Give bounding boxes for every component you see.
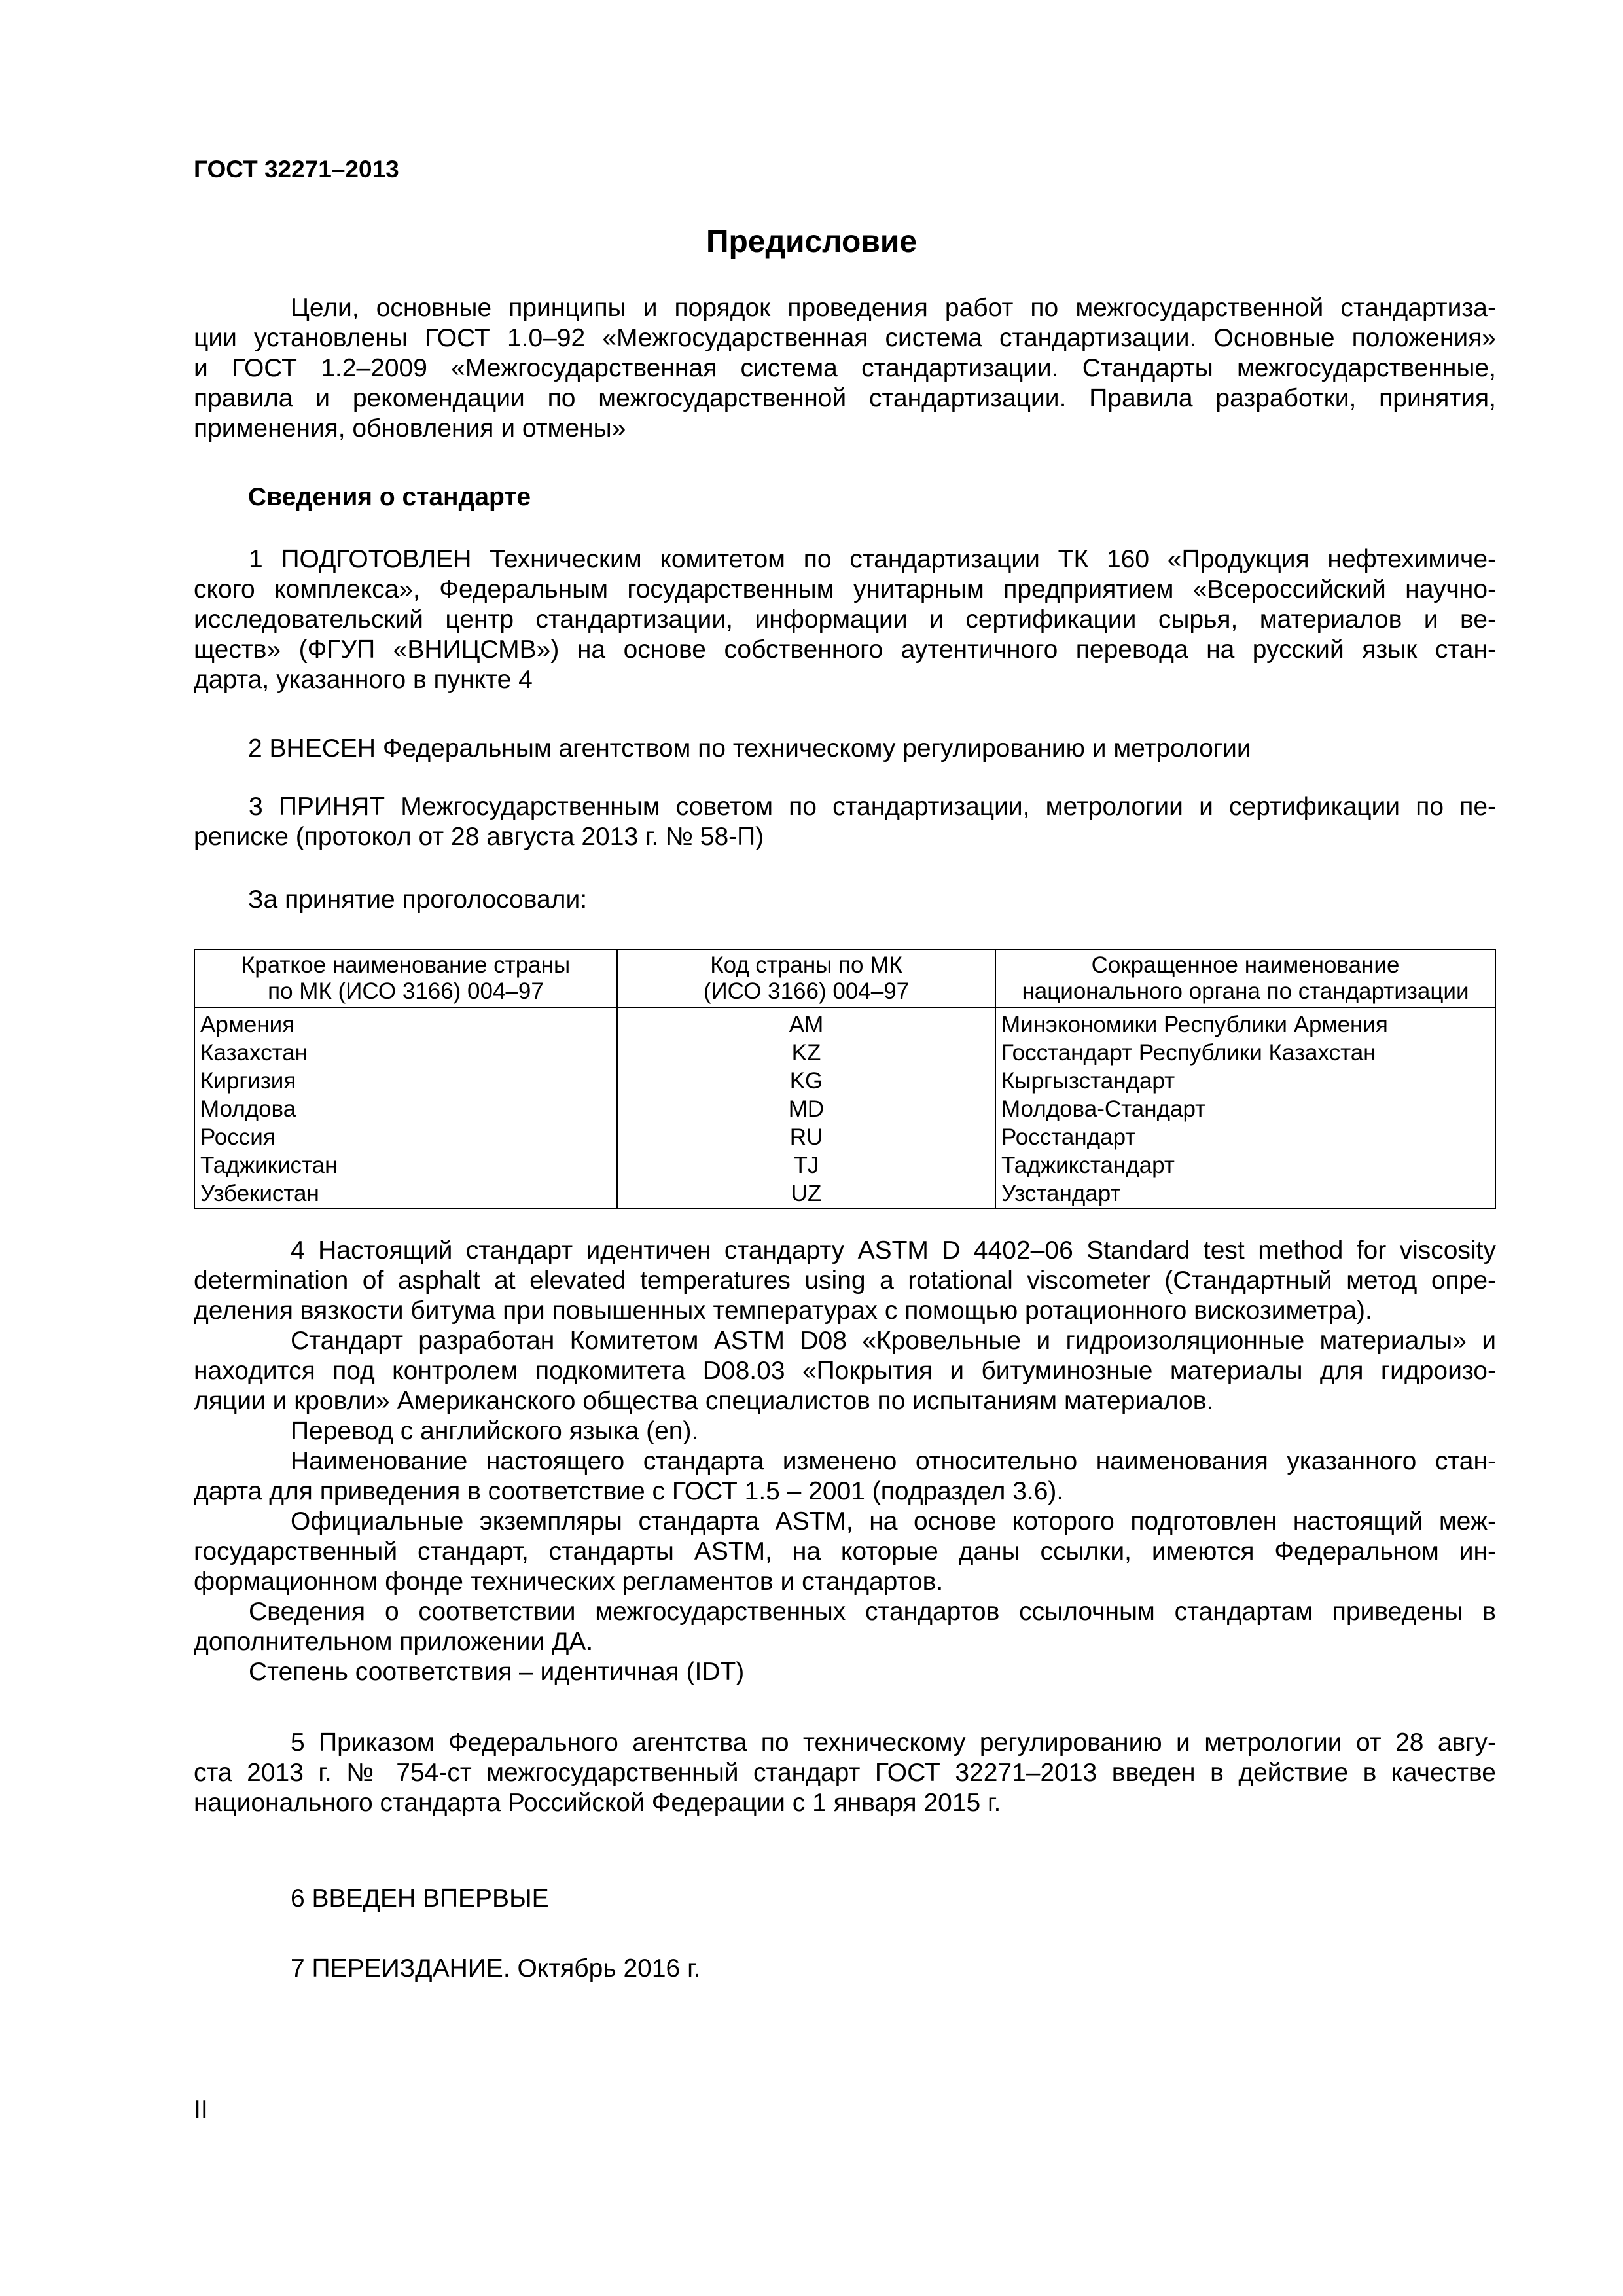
item-3-line: реписке (протокол от 28 августа 2013 г. № 58-П) — [194, 823, 764, 851]
intro-line: применения, обновления и отмены» — [194, 414, 626, 442]
about-standard-heading: Сведения о стандарте — [248, 483, 531, 511]
item-3-line: 3 ПРИНЯТ Межгосударственным советом по стандартизации, метрологии и сертификации по пе- — [249, 793, 1496, 821]
item-4-line: Степень соответствия – идентичная (IDT) — [249, 1658, 745, 1686]
item-6: 6 ВВЕДЕН ВПЕРВЫЕ — [291, 1884, 549, 1912]
country-name: Россия — [194, 1123, 617, 1151]
country-name: Армения — [194, 1007, 617, 1039]
item-4-line: 4 Настоящий стандарт идентичен стандарту ASTM D 4402–06 Standard test method for viscosity — [291, 1236, 1496, 1265]
table-row — [194, 1039, 1495, 1067]
vote-caption: За принятие проголосовали: — [248, 886, 588, 914]
header-text: по МК (ИСО 3166) 004–97 — [268, 978, 544, 1004]
voting-table — [194, 949, 1496, 1209]
country-code: KG — [617, 1067, 995, 1095]
country-code: RU — [617, 1123, 995, 1151]
country-code: MD — [617, 1095, 995, 1123]
country-code: TJ — [617, 1151, 995, 1179]
national-body: Кыргызстандарт — [995, 1067, 1495, 1095]
item-4-line: Перевод с английского языка (en). — [291, 1417, 699, 1445]
country-name: Узбекистан — [194, 1179, 617, 1208]
item-4-line: ляции и кровли» Американского общества специалистов по испытаниям материалов. — [194, 1387, 1214, 1415]
standard-code: ГОСТ 32271–2013 — [194, 156, 399, 183]
header-country-name — [194, 950, 617, 1007]
country-name: Казахстан — [194, 1039, 617, 1067]
item-1-line: ществ» (ФГУП «ВНИЦСМВ») на основе собственного аутентичного перевода на русский язык стан- — [194, 636, 1496, 664]
national-body: Таджикстандарт — [995, 1151, 1495, 1179]
national-body: Росстандарт — [995, 1123, 1495, 1151]
header-text: Код страны по МК — [710, 952, 902, 978]
national-body: Молдова-Стандарт — [995, 1095, 1495, 1123]
table-row — [194, 1067, 1495, 1095]
header-text: национального органа по стандартизации — [1022, 978, 1469, 1004]
item-2: 2 ВНЕСЕН Федеральным агентством по техническому регулированию и метрологии — [248, 734, 1251, 762]
table-row — [194, 1007, 1495, 1039]
national-body: Минэкономики Республики Армения — [995, 1007, 1495, 1039]
national-body: Узстандарт — [995, 1179, 1495, 1208]
country-name: Молдова — [194, 1095, 617, 1123]
intro-line: и ГОСТ 1.2–2009 «Межгосударственная система стандартизации. Стандарты межгосударственные, — [194, 354, 1496, 382]
item-1-line: 1 ПОДГОТОВЛЕН Техническим комитетом по стандартизации ТК 160 «Продукция нефтехимиче- — [249, 545, 1496, 573]
table-header-row — [194, 950, 1495, 1007]
item-5-paragraph — [194, 1728, 1496, 1818]
header-country-code — [617, 950, 995, 1007]
national-body: Госстандарт Республики Казахстан — [995, 1039, 1495, 1067]
item-4-line: дополнительном приложении ДА. — [194, 1628, 594, 1656]
country-code: UZ — [617, 1179, 995, 1208]
country-code: KZ — [617, 1039, 995, 1067]
page-number: II — [194, 2096, 208, 2124]
item-4-line: Сведения о соответствии межгосударственных стандартов ссылочным стандартам приведены в — [249, 1598, 1496, 1626]
header-text: (ИСО 3166) 004–97 — [703, 978, 910, 1004]
table-row — [194, 1151, 1495, 1179]
item-4-line: determination of asphalt at elevated temperatures using a rotational viscometer (Стандартный метод опре- — [194, 1266, 1496, 1295]
header-national-body — [995, 950, 1495, 1007]
item-4-line: Стандарт разработан Комитетом ASTM D08 «Кровельные и гидроизоляционные материалы» и — [291, 1327, 1496, 1355]
item-4-line: Официальные экземпляры стандарта ASTM, на основе которого подготовлен настоящий меж- — [291, 1507, 1496, 1535]
item-4-line: дарта для приведения в соответствие с ГОСТ 1.5 – 2001 (подраздел 3.6). — [194, 1477, 1064, 1505]
item-1-paragraph — [194, 545, 1496, 695]
item-1-line: дарта, указанного в пункте 4 — [194, 666, 533, 694]
item-4-line: Наименование настоящего стандарта изменено относительно наименования указанного стан- — [291, 1447, 1496, 1475]
intro-line: ции установлены ГОСТ 1.0–92 «Межгосударственная система стандартизации. Основные положения» — [194, 324, 1496, 352]
table-row — [194, 1179, 1495, 1208]
item-7: 7 ПЕРЕИЗДАНИЕ. Октябрь 2016 г. — [291, 1954, 701, 1982]
item-1-line: исследовательский центр стандартизации, информации и сертификации сырья, материалов и ве- — [194, 605, 1496, 634]
item-5-line: национального стандарта Российской Федерации с 1 января 2015 г. — [194, 1789, 1001, 1817]
item-1-line: ского комплекса», Федеральным государственным унитарным предприятием «Всероссийский научно- — [194, 575, 1496, 603]
item-4-line: формационном фонде технических регламентов и стандартов. — [194, 1568, 944, 1596]
item-5-line: 5 Приказом Федерального агентства по техническому регулированию и метрологии от 28 авгу- — [291, 1729, 1496, 1757]
country-name: Таджикистан — [194, 1151, 617, 1179]
intro-line: правила и рекомендации по межгосударственной стандартизации. Правила разработки, принятия, — [194, 384, 1496, 412]
item-5-line: ста 2013 г. № 754-ст межгосударственный стандарт ГОСТ 32271–2013 введен в действие в качестве — [194, 1759, 1496, 1787]
intro-line: Цели, основные принципы и порядок проведения работ по межгосударственной стандартиза- — [291, 294, 1496, 322]
item-4-line: государственный стандарт, стандарты ASTM, на которые даны ссылки, имеются Федеральном ин- — [194, 1537, 1496, 1566]
item-4-section — [194, 1236, 1496, 1687]
item-4-line: находится под контролем подкомитета D08.03 «Покрытия и битуминозные материалы для гидроизо- — [194, 1357, 1496, 1385]
country-name: Киргизия — [194, 1067, 617, 1095]
item-3-paragraph — [194, 792, 1496, 852]
table-row — [194, 1095, 1495, 1123]
item-4-line: деления вязкости битума при повышенных температурах с помощью ротационного вискозиметра). — [194, 1297, 1372, 1325]
intro-paragraph — [194, 293, 1496, 444]
page-title: Предисловие — [705, 224, 918, 259]
country-code: AM — [617, 1007, 995, 1039]
header-text: Краткое наименование страны — [241, 952, 571, 978]
table-row — [194, 1123, 1495, 1151]
header-text: Сокращенное наименование — [1091, 952, 1400, 978]
